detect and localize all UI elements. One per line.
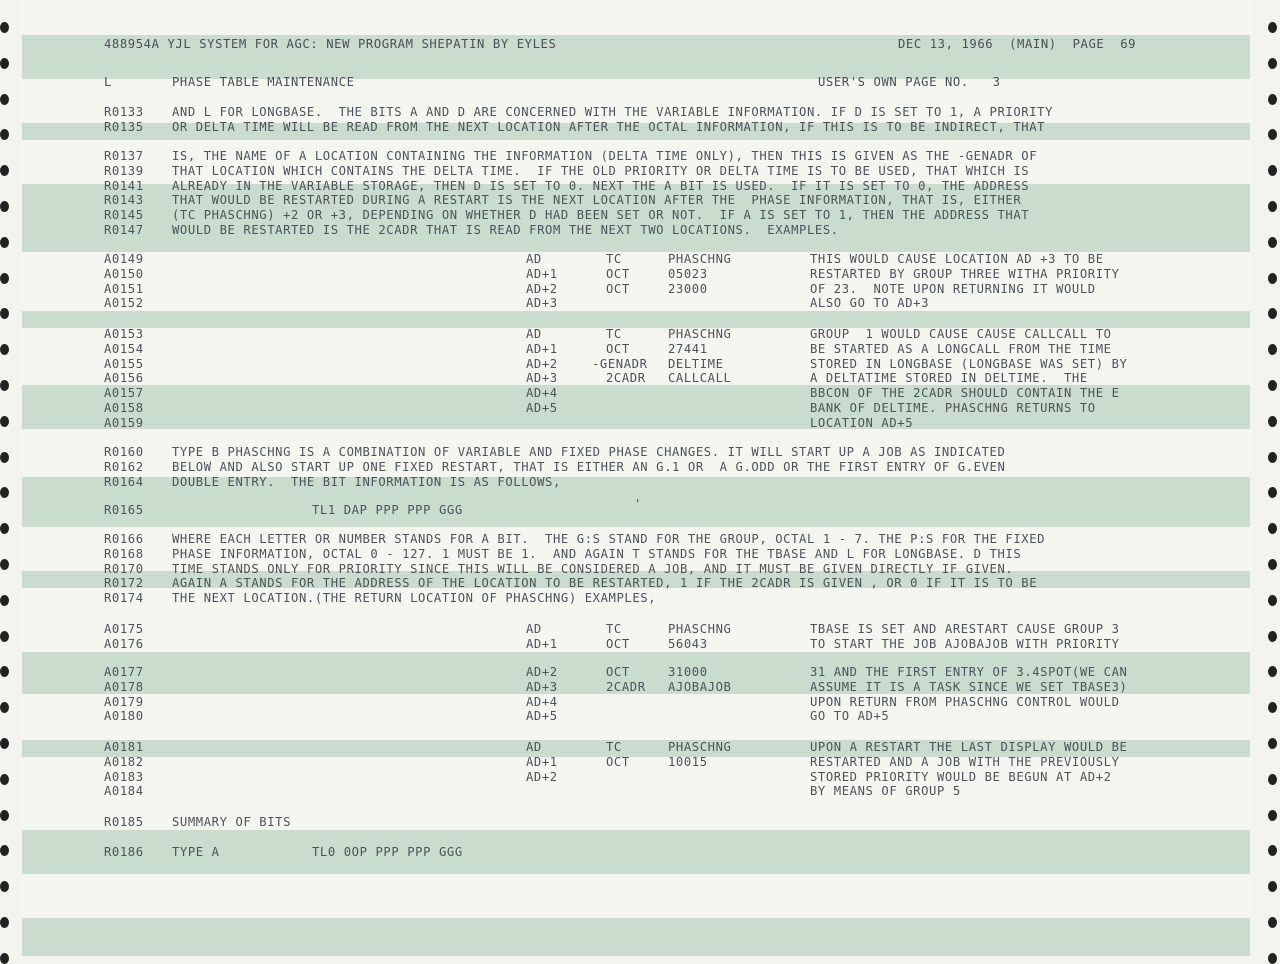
code-opcode: OCT: [606, 267, 630, 281]
code-opcode: OCT: [606, 665, 630, 679]
tractor-hole: [1268, 523, 1277, 534]
code-location: AD+2: [526, 282, 558, 296]
line-number: A0156: [104, 371, 144, 385]
tractor-hole: [0, 595, 9, 606]
code-opcode: TC: [606, 252, 622, 266]
code-location: AD+5: [526, 709, 558, 723]
code-operand: 10015: [668, 755, 708, 769]
code-operand: 05023: [668, 267, 708, 281]
code-location: AD+3: [526, 680, 558, 694]
comment-text: BELOW AND ALSO START UP ONE FIXED RESTART, THAT IS EITHER AN G.1 OR A G.ODD OR THE FIRST ENTRY OF G.EVEN: [172, 460, 1006, 474]
code-operand: CALLCALL: [668, 371, 732, 385]
tractor-hole: [1268, 595, 1277, 606]
tractor-hole: [0, 58, 9, 69]
tractor-hole: [1268, 237, 1277, 248]
code-location: AD: [526, 252, 542, 266]
tractor-hole: [0, 810, 9, 821]
tractor-hole: [0, 631, 9, 642]
code-comment: BBCON OF THE 2CADR SHOULD CONTAIN THE E: [810, 386, 1120, 400]
tractor-hole: [1268, 559, 1277, 570]
line-number: A0157: [104, 386, 144, 400]
green-band: [22, 311, 1250, 328]
comment-text: IS, THE NAME OF A LOCATION CONTAINING THE INFORMATION (DELTA TIME ONLY), THEN THIS IS GIVEN AS THE -GENADR OF: [172, 149, 1038, 163]
code-comment: TBASE IS SET AND ARESTART CAUSE GROUP 3: [810, 622, 1120, 636]
code-opcode: 2CADR: [606, 680, 646, 694]
line-number: A0178: [104, 680, 144, 694]
tractor-hole: [1268, 774, 1277, 785]
tractor-hole: [0, 22, 9, 33]
code-operand: 27441: [668, 342, 708, 356]
tractor-hole: [0, 559, 9, 570]
comment-text: PHASE INFORMATION, OCTAL 0 - 127. 1 MUST BE 1. AND AGAIN T STANDS FOR THE TBASE AND L FOR LONGBASE. D THIS: [172, 547, 1022, 561]
tractor-hole: [0, 94, 9, 105]
tractor-hole: [1268, 308, 1277, 319]
line-number: A0150: [104, 267, 144, 281]
tractor-hole: [1268, 738, 1277, 749]
line-number: R0168: [104, 547, 144, 561]
tractor-hole: [0, 273, 9, 284]
code-comment: ASSUME IT IS A TASK SINCE WE SET TBASE3): [810, 680, 1128, 694]
tractor-hole: [1268, 58, 1277, 69]
tractor-hole: [1268, 129, 1277, 140]
code-comment: TO START THE JOB AJOBAJOB WITH PRIORITY: [810, 637, 1120, 651]
line-number: R0165: [104, 503, 144, 517]
tractor-hole: [1268, 380, 1277, 391]
code-opcode: TC: [606, 327, 622, 341]
line-number: R0160: [104, 445, 144, 459]
tractor-hole: [0, 308, 9, 319]
tractor-hole: [1268, 881, 1277, 892]
code-location: AD+1: [526, 755, 558, 769]
tractor-hole: [0, 416, 9, 427]
comment-text: WOULD BE RESTARTED IS THE 2CADR THAT IS READ FROM THE NEXT TWO LOCATIONS. EXAMPLES.: [172, 223, 839, 237]
code-location: AD+3: [526, 371, 558, 385]
code-location: AD+1: [526, 637, 558, 651]
code-location: AD+2: [526, 665, 558, 679]
type-label: TYPE A: [172, 845, 220, 859]
code-operand: AJOBAJOB: [668, 680, 732, 694]
code-opcode: OCT: [606, 342, 630, 356]
code-opcode: -GENADR: [592, 357, 648, 371]
comment-text: THAT LOCATION WHICH CONTAINS THE DELTA TIME. IF THE OLD PRIORITY OR DELTA TIME IS TO BE USED, THAT WHICH IS: [172, 164, 1030, 178]
line-number: A0180: [104, 709, 144, 723]
section-title: PHASE TABLE MAINTENANCE: [172, 75, 355, 89]
line-number: R0185: [104, 815, 144, 829]
code-location: AD+3: [526, 296, 558, 310]
code-comment: OF 23. NOTE UPON RETURNING IT WOULD: [810, 282, 1096, 296]
comment-text: THAT WOULD BE RESTARTED DURING A RESTART IS THE NEXT LOCATION AFTER THE PHASE INFORMATION, THAT IS, EITHER: [172, 193, 1022, 207]
code-opcode: TC: [606, 740, 622, 754]
code-comment: RESTARTED AND A JOB WITH THE PREVIOUSLY: [810, 755, 1120, 769]
tractor-hole: [0, 845, 9, 856]
line-number: R0143: [104, 193, 144, 207]
summary-title: SUMMARY OF BITS: [172, 815, 292, 829]
line-number: R0186: [104, 845, 144, 859]
line-number: A0182: [104, 755, 144, 769]
code-operand: PHASCHNG: [668, 622, 732, 636]
line-number: A0158: [104, 401, 144, 415]
tractor-hole: [1268, 416, 1277, 427]
code-comment: ALSO GO TO AD+3: [810, 296, 930, 310]
green-band: [22, 918, 1250, 956]
comment-text: OR DELTA TIME WILL BE READ FROM THE NEXT LOCATION AFTER THE OCTAL INFORMATION, IF THIS IS TO BE INDIRECT, THAT: [172, 120, 1046, 134]
comment-text: (TC PHASCHNG) +2 OR +3, DEPENDING ON WHETHER D HAD BEEN SET OR NOT. IF A IS SET TO 1, THEN THE ADDRESS THAT: [172, 208, 1030, 222]
tractor-holes-left: [0, 0, 14, 956]
header-title: 488954A YJL SYSTEM FOR AGC: NEW PROGRAM SHEPATIN BY EYLES: [104, 37, 557, 51]
code-comment: LOCATION AD+5: [810, 416, 914, 430]
line-number: R0133: [104, 105, 144, 119]
tractor-hole: [1268, 452, 1277, 463]
code-comment: GO TO AD+5: [810, 709, 890, 723]
code-comment: A DELTATIME STORED IN DELTIME. THE: [810, 371, 1088, 385]
code-comment: STORED IN LONGBASE (LONGBASE WAS SET) BY: [810, 357, 1128, 371]
line-number: A0151: [104, 282, 144, 296]
code-operand: 56043: [668, 637, 708, 651]
tractor-hole: [1268, 22, 1277, 33]
line-number: A0155: [104, 357, 144, 371]
header-date-page: DEC 13, 1966 (MAIN) PAGE 69: [898, 37, 1137, 51]
tractor-hole: [1268, 631, 1277, 642]
code-comment: UPON A RESTART THE LAST DISPLAY WOULD BE: [810, 740, 1128, 754]
comment-text: ALREADY IN THE VARIABLE STORAGE, THEN D IS SET TO 0. NEXT THE A BIT IS USED. IF IT IS SET TO 0, THE ADDRESS: [172, 179, 1030, 193]
code-opcode: OCT: [606, 755, 630, 769]
stray-mark: ': [634, 497, 642, 511]
code-opcode: 2CADR: [606, 371, 646, 385]
tractor-hole: [1268, 666, 1277, 677]
bit-layout: TL0 0OP PPP PPP GGG: [312, 845, 463, 859]
tractor-hole: [1268, 201, 1277, 212]
tractor-hole: [1268, 953, 1277, 964]
line-number: A0152: [104, 296, 144, 310]
comment-text: WHERE EACH LETTER OR NUMBER STANDS FOR A BIT. THE G:S STAND FOR THE GROUP, OCTAL 1 - 7. THE P:S FOR THE FIXED: [172, 532, 1046, 546]
tractor-hole: [1268, 273, 1277, 284]
line-number: R0166: [104, 532, 144, 546]
code-comment: STORED PRIORITY WOULD BE BEGUN AT AD+2: [810, 770, 1112, 784]
tractor-hole: [0, 380, 9, 391]
comment-text: THE NEXT LOCATION.(THE RETURN LOCATION OF PHASCHNG) EXAMPLES,: [172, 591, 657, 605]
tractor-hole: [0, 702, 9, 713]
line-number: R0139: [104, 164, 144, 178]
line-number: A0154: [104, 342, 144, 356]
comment-text: DOUBLE ENTRY. THE BIT INFORMATION IS AS FOLLOWS,: [172, 475, 561, 489]
code-location: AD: [526, 622, 542, 636]
code-comment: THIS WOULD CAUSE LOCATION AD +3 TO BE: [810, 252, 1104, 266]
line-number: R0162: [104, 460, 144, 474]
code-comment: BY MEANS OF GROUP 5: [810, 784, 961, 798]
code-location: AD+1: [526, 267, 558, 281]
tractor-hole: [0, 738, 9, 749]
line-number: R0174: [104, 591, 144, 605]
code-opcode: TC: [606, 622, 622, 636]
line-number: A0175: [104, 622, 144, 636]
code-comment: BE STARTED AS A LONGCALL FROM THE TIME: [810, 342, 1112, 356]
tractor-hole: [1268, 810, 1277, 821]
code-location: AD+1: [526, 342, 558, 356]
code-comment: RESTARTED BY GROUP THREE WITHA PRIORITY: [810, 267, 1120, 281]
tractor-hole: [0, 917, 9, 928]
line-number: R0135: [104, 120, 144, 134]
code-comment: BANK OF DELTIME. PHASCHNG RETURNS TO: [810, 401, 1096, 415]
code-location: AD+5: [526, 401, 558, 415]
line-number: A0153: [104, 327, 144, 341]
line-number: A0149: [104, 252, 144, 266]
tractor-hole: [1268, 94, 1277, 105]
line-number: R0145: [104, 208, 144, 222]
tractor-hole: [1268, 344, 1277, 355]
line-number: R0137: [104, 149, 144, 163]
line-number: R0172: [104, 576, 144, 590]
tractor-hole: [1268, 702, 1277, 713]
line-number: R0164: [104, 475, 144, 489]
line-number: A0177: [104, 665, 144, 679]
tractor-hole: [0, 666, 9, 677]
tractor-hole: [0, 953, 9, 964]
code-opcode: OCT: [606, 637, 630, 651]
code-comment: UPON RETURN FROM PHASCHNG CONTROL WOULD: [810, 695, 1120, 709]
comment-text: AGAIN A STANDS FOR THE ADDRESS OF THE LOCATION TO BE RESTARTED, 1 IF THE 2CADR IS GIVEN , OR 0 IF IT IS TO BE: [172, 576, 1038, 590]
comment-text: TYPE B PHASCHNG IS A COMBINATION OF VARIABLE AND FIXED PHASE CHANGES. IT WILL START UP A JOB AS INDICATED: [172, 445, 1006, 459]
code-location: AD: [526, 740, 542, 754]
code-location: AD+4: [526, 695, 558, 709]
tractor-hole: [0, 452, 9, 463]
code-operand: PHASCHNG: [668, 252, 732, 266]
line-number: A0181: [104, 740, 144, 754]
line-number: R0170: [104, 562, 144, 576]
code-location: AD+2: [526, 770, 558, 784]
section-code: L: [104, 75, 112, 89]
line-number: A0183: [104, 770, 144, 784]
tractor-hole: [1268, 917, 1277, 928]
code-location: AD: [526, 327, 542, 341]
comment-text: AND L FOR LONGBASE. THE BITS A AND D ARE CONCERNED WITH THE VARIABLE INFORMATION. IF D IS SET TO 1, A PRIORITY: [172, 105, 1054, 119]
tractor-hole: [0, 237, 9, 248]
code-operand: PHASCHNG: [668, 327, 732, 341]
tractor-hole: [0, 344, 9, 355]
line-number: A0184: [104, 784, 144, 798]
bit-layout: TL1 DAP PPP PPP GGG: [312, 503, 463, 517]
line-number: R0147: [104, 223, 144, 237]
code-comment: GROUP 1 WOULD CAUSE CAUSE CALLCALL TO: [810, 327, 1112, 341]
tractor-hole: [1268, 845, 1277, 856]
line-number: A0179: [104, 695, 144, 709]
tractor-holes-right: [1266, 0, 1280, 956]
code-opcode: OCT: [606, 282, 630, 296]
tractor-hole: [0, 523, 9, 534]
code-operand: DELTIME: [668, 357, 724, 371]
code-operand: PHASCHNG: [668, 740, 732, 754]
code-location: AD+2: [526, 357, 558, 371]
code-operand: 23000: [668, 282, 708, 296]
comment-text: TIME STANDS ONLY FOR PRIORITY SINCE THIS WILL BE CONSIDERED A JOB, AND IT MUST BE GIVEN DIRECTLY IF GIVEN.: [172, 562, 1014, 576]
tractor-hole: [0, 201, 9, 212]
line-number: A0159: [104, 416, 144, 430]
tractor-hole: [0, 129, 9, 140]
tractor-hole: [0, 881, 9, 892]
code-operand: 31000: [668, 665, 708, 679]
tractor-hole: [1268, 165, 1277, 176]
line-number: R0141: [104, 179, 144, 193]
code-location: AD+4: [526, 386, 558, 400]
tractor-hole: [0, 165, 9, 176]
code-comment: 31 AND THE FIRST ENTRY OF 3.4SPOT(WE CAN: [810, 665, 1128, 679]
tractor-hole: [0, 487, 9, 498]
line-number: A0176: [104, 637, 144, 651]
tractor-hole: [1268, 487, 1277, 498]
tractor-hole: [0, 774, 9, 785]
user-page-number: USER'S OWN PAGE NO. 3: [818, 75, 1001, 89]
